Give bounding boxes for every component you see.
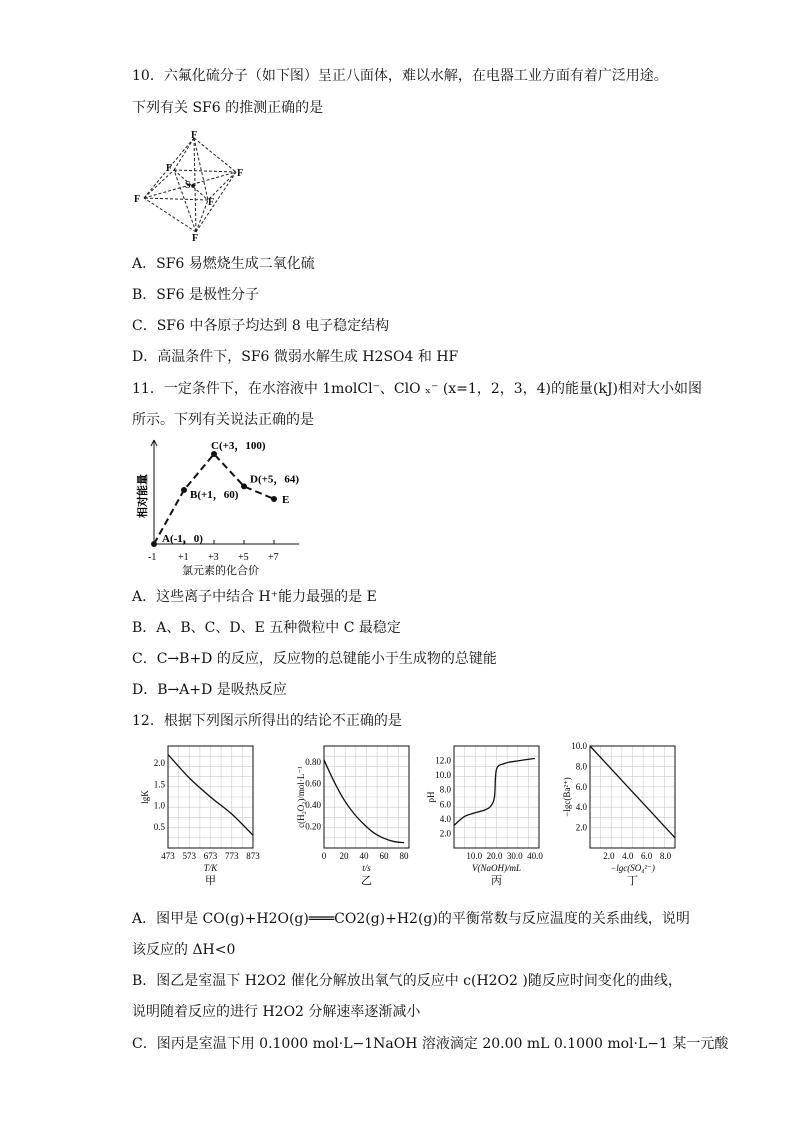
y-tick-label: 12.0 bbox=[435, 755, 451, 766]
q10-stem-line1: 10．六氟化硫分子（如下图）呈正八面体，难以水解，在电器工业方面有着广泛用途。 bbox=[132, 68, 668, 84]
x-tick-label: 0 bbox=[321, 851, 327, 861]
q11-option-b: B．A、B、C、D、E 五种微粒中 C 最稳定 bbox=[132, 620, 401, 636]
y-tick-label: 8.0 bbox=[439, 784, 451, 795]
x-tick-label: 6.0 bbox=[641, 851, 653, 861]
x-tick-label: 873 bbox=[246, 851, 260, 861]
y-tick-label: 1.0 bbox=[153, 800, 165, 811]
x-tick-label: 10.0 bbox=[466, 851, 483, 861]
q11-point-label: C(+3，100) bbox=[211, 440, 266, 452]
s-atom-label: S bbox=[185, 180, 191, 191]
q11-x-tick-label: +7 bbox=[268, 552, 279, 563]
y-tick-label: 6.0 bbox=[575, 781, 587, 792]
x-axis-label: t/s bbox=[362, 863, 371, 873]
q12-stem: 12．根据下列图示所得出的结论不正确的是 bbox=[132, 713, 402, 729]
q10-option-c: C．SF6 中各原子均达到 8 电子稳定结构 bbox=[132, 318, 390, 334]
q12-option-a-line1: A．图甲是 CO(g)+H2O(g)═══CO2(g)+H2(g)的平衡常数与反应温度的关系曲线，说明 bbox=[132, 911, 690, 927]
y-tick-label: 10.0 bbox=[435, 770, 451, 781]
x-tick-label: 30.0 bbox=[506, 851, 523, 861]
y-tick-label: 2.0 bbox=[439, 828, 451, 839]
q11-stem-line2: 所示。下列有关说法正确的是 bbox=[132, 412, 314, 428]
f-atom-label-front: F bbox=[208, 197, 215, 208]
f-atom-label-top: F bbox=[191, 130, 198, 141]
x-tick-label: 4.0 bbox=[622, 851, 634, 861]
y-tick-label: 2.0 bbox=[575, 822, 587, 833]
f-atom-label-bottom: F bbox=[192, 233, 199, 243]
x-tick-label: 473 bbox=[161, 851, 175, 861]
series-line bbox=[324, 760, 404, 843]
q11-stem-line1: 11．一定条件下，在水溶液中 1molCl⁻、ClO ₓ⁻ (x=1，2，3，4)的能量(kJ)相对大小如图 bbox=[132, 381, 703, 397]
y-axis-label: lgK bbox=[140, 790, 150, 804]
y-tick-label: 6.0 bbox=[439, 799, 451, 810]
x-tick-label: 8.0 bbox=[659, 851, 672, 861]
q11-point-label: A(-1，0) bbox=[162, 533, 203, 545]
chart-caption: 乙 bbox=[361, 875, 372, 887]
q11-y-axis-label: 相对能量 bbox=[137, 474, 149, 518]
y-tick-label: 1.5 bbox=[153, 779, 165, 790]
q12-option-b-line2: 说明随着反应的进行 H2O2 分解速率逐渐减小 bbox=[132, 1004, 421, 1020]
y-tick-label: 0.20 bbox=[305, 821, 321, 832]
q12-option-b-line1: B．图乙是室温下 H2O2 催化分解放出氧气的反应中 c(H2O2 )随反应时间变化的曲线， bbox=[132, 973, 682, 989]
q11-point-marker bbox=[271, 496, 277, 502]
y-tick-label: 0.5 bbox=[153, 821, 165, 832]
q12-chart-bing bbox=[424, 738, 549, 888]
q10-option-d: D．高温条件下，SF6 微弱水解生成 H2SO4 和 HF bbox=[132, 349, 459, 365]
q11-x-tick-label: -1 bbox=[148, 552, 157, 563]
series-line bbox=[454, 758, 535, 825]
q12-option-c-line1: C．图丙是室温下用 0.1000 mol·L−1NaOH 溶液滴定 20.00 mL 0.1000 mol·L−1 某一元酸 bbox=[132, 1036, 729, 1052]
q11-x-axis-label: 氯元素的化合价 bbox=[182, 565, 259, 577]
y-tick-label: 10.0 bbox=[571, 741, 587, 751]
q11-point-label: E bbox=[282, 494, 290, 506]
q12-chart-jia bbox=[138, 738, 268, 888]
q10-option-b: B．SF6 是极性分子 bbox=[132, 287, 259, 303]
q11-x-tick-label: +5 bbox=[238, 552, 249, 563]
sf6-octahedron-figure bbox=[130, 128, 250, 243]
x-tick-label: 2.0 bbox=[603, 851, 615, 861]
y-tick-label: 0.40 bbox=[305, 800, 321, 811]
q12-option-a-line2: 该反应的 ΔH<0 bbox=[132, 942, 236, 958]
y-tick-label: 8.0 bbox=[575, 761, 587, 772]
y-tick-label: 0.60 bbox=[305, 778, 321, 789]
y-tick-label: 4.0 bbox=[439, 813, 451, 824]
y-tick-label: 2.0 bbox=[153, 758, 165, 768]
q12-chart-yi bbox=[294, 738, 414, 888]
y-axis-label: pH bbox=[426, 791, 436, 803]
q11-point-label: D(+5，64) bbox=[250, 473, 300, 486]
y-axis-label: −lgc(Ba²⁺) bbox=[562, 777, 572, 817]
f-atom-label-back: F bbox=[166, 163, 173, 174]
x-tick-label: 673 bbox=[203, 851, 218, 861]
x-tick-label: 40 bbox=[359, 851, 369, 861]
q12-chart-ding bbox=[560, 738, 685, 888]
f-atom-label-right: F bbox=[237, 168, 244, 179]
q11-x-tick-label: +3 bbox=[208, 552, 219, 563]
q11-point-marker bbox=[181, 487, 187, 493]
x-tick-label: 20.0 bbox=[486, 851, 503, 861]
y-axis-label: c(H₂O₂)/mol·L⁻¹ bbox=[296, 766, 306, 828]
q11-point-label: B(+1，60) bbox=[190, 489, 239, 501]
x-tick-label: 20 bbox=[339, 851, 349, 861]
x-tick-label: 573 bbox=[182, 851, 196, 861]
x-axis-label: T/K bbox=[203, 863, 218, 873]
q11-option-d: D．B→A+D 是吸热反应 bbox=[132, 682, 287, 698]
x-tick-label: 60 bbox=[379, 851, 389, 861]
chart-caption: 丙 bbox=[491, 875, 502, 887]
q11-energy-chart bbox=[134, 436, 304, 578]
q11-x-tick-label: +1 bbox=[178, 552, 189, 563]
x-tick-label: 40.0 bbox=[527, 851, 543, 861]
chart-caption: 甲 bbox=[205, 875, 216, 887]
y-tick-label: 4.0 bbox=[575, 802, 587, 813]
x-tick-label: 773 bbox=[225, 851, 239, 861]
x-axis-label: −lgc(SO₄²⁻) bbox=[610, 863, 655, 873]
q10-stem-line2: 下列有关 SF6 的推测正确的是 bbox=[132, 100, 324, 116]
q11-option-c: C．C→B+D 的反应，反应物的总键能小于生成物的总键能 bbox=[132, 651, 497, 667]
x-axis-label: V(NaOH)/mL bbox=[472, 863, 521, 873]
q11-point-marker bbox=[151, 541, 157, 547]
f-atom-label-left: F bbox=[134, 194, 141, 205]
x-tick-label: 80 bbox=[399, 851, 409, 861]
q10-option-a: A．SF6 易燃烧生成二氧化硫 bbox=[132, 256, 315, 272]
q11-point-marker bbox=[241, 483, 247, 489]
chart-caption: 丁 bbox=[627, 875, 638, 887]
y-tick-label: 0.80 bbox=[305, 757, 321, 768]
q11-option-a: A．这些离子中结合 H⁺能力最强的是 E bbox=[132, 589, 377, 605]
